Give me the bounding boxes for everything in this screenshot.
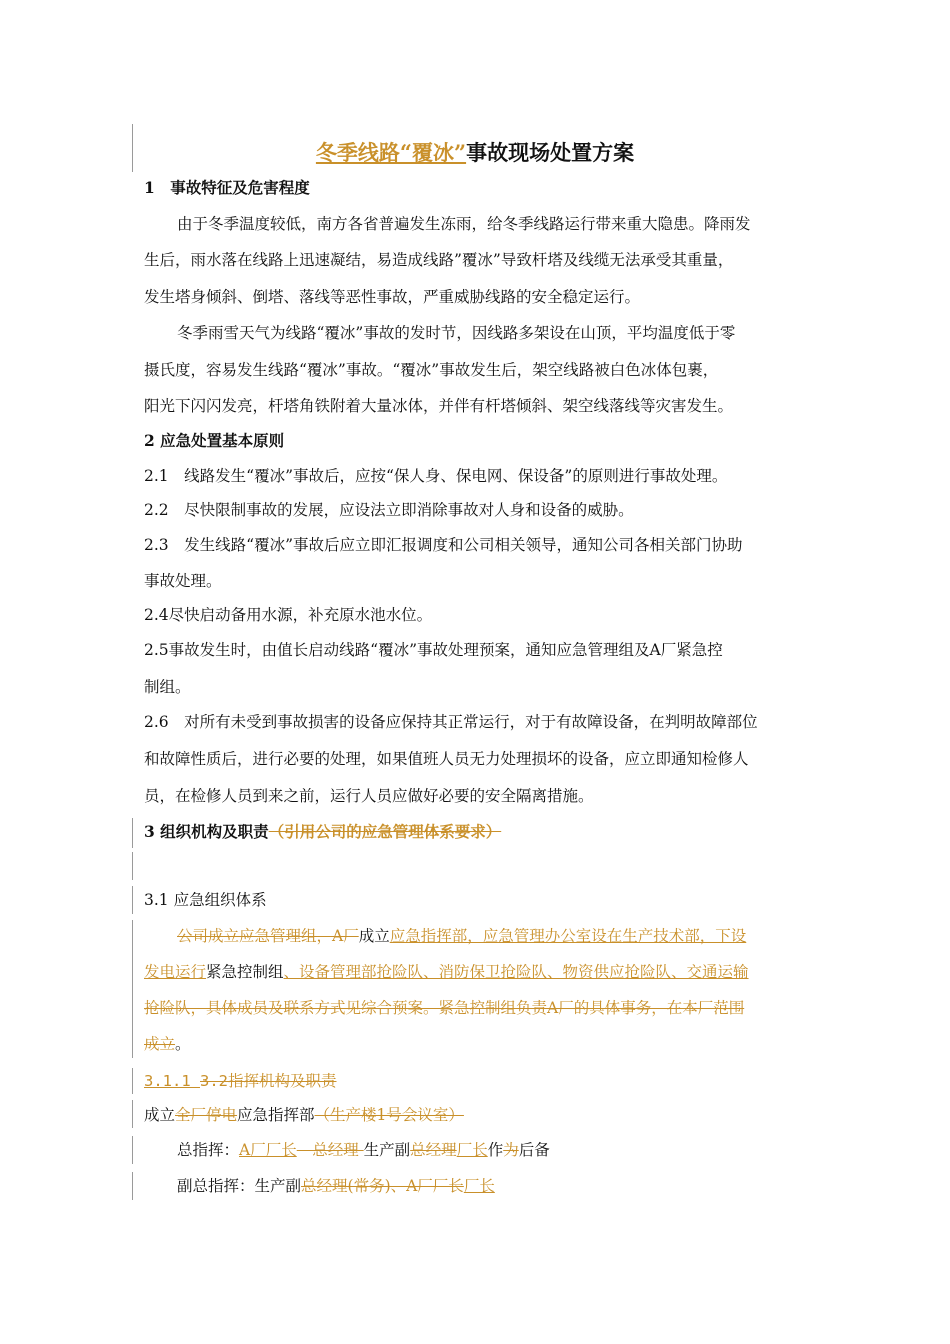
deleted-text: 成立 [144, 1035, 176, 1053]
principle-line: 和故障性质后，进行必要的处理，如果值班人员无力处理损坏的设备，应立即通知检修人 [144, 750, 749, 768]
command-line [144, 1105, 810, 1125]
inserted-text: 、设备管理部抢险队、消防保卫抢险队、物资供应抢险队、交通运输 [283, 963, 749, 981]
principle-line: 2.3 发生线路“覆冰”事故后应立即汇报调度和公司相关领导，通知公司各相关部门协助 [144, 536, 743, 554]
section-2-heading: 2 应急处置基本原则 [144, 431, 285, 450]
paragraph-1-line: 由于冬季温度较低，南方各省普遍发生冻雨，给冬季线路运行带来重大隐患。降雨发 [177, 215, 751, 233]
change-bar [132, 1136, 133, 1164]
paragraph-1-line: 生后，雨水落在线路上迅速凝结，易造成线路”覆冰”导致杆塔及线缆无法承受其重量， [144, 251, 734, 269]
inserted-text: A厂厂长 [239, 1141, 297, 1159]
principle-line: 2.4尽快启动备用水源，补充原水池水位。 [144, 606, 433, 624]
org-paragraph-line [144, 998, 810, 1018]
principle-line: 2.5事故发生时，由值长启动线路“覆冰”事故处理预案，通知应急管理组及A厂紧急控 [144, 641, 723, 659]
paragraph-1-line: 发生塔身倾斜、倒塔、落线等恶性事故，严重威胁线路的安全稳定运行。 [144, 288, 641, 306]
deleted-text: 总经理 [410, 1141, 457, 1159]
inserted-text: 3.1.1 [144, 1072, 200, 1090]
chief-commander-line [177, 1140, 843, 1160]
paragraph-2-line: 摄氏度，容易发生线路“覆冰”事故。“覆冰”事故发生后，架空线路被白色冰体包裹， [144, 361, 719, 379]
section-3-1-1-heading [144, 1071, 810, 1091]
change-bar [132, 920, 133, 1058]
principle-line: 2.1 线路发生“覆冰”事故后，应按“保人身、保电网、保设备”的原则进行事故处理。 [144, 467, 728, 485]
plain-text: 副总指挥：生产副 [177, 1177, 302, 1195]
plain-text: 应急指挥部 [237, 1106, 315, 1124]
plain-text: 成立 [358, 927, 390, 945]
deleted-text: （引用公司的应急管理体系要求） [268, 822, 502, 841]
plain-text: 生产副 [363, 1141, 411, 1159]
plain-text: 紧急控制组 [206, 963, 284, 981]
title-highlight: 冬季线路“覆冰” [315, 140, 467, 165]
principle-line: 2.2 尽快限制事故的发展，应设法立即消除事故对人身和设备的威胁。 [144, 501, 634, 519]
section-3-title: 3 组织机构及职责 [144, 822, 269, 841]
title-rest: 事故现场处置方案 [466, 140, 635, 165]
inserted-text: 厂长 [463, 1177, 495, 1195]
plain-text: 后备 [518, 1141, 550, 1159]
plain-text: 作 [487, 1141, 504, 1159]
paragraph-2-line: 阳光下闪闪发亮，杆塔角铁附着大量冰体，并伴有杆塔倾斜、架空线落线等灾害发生。 [144, 397, 734, 415]
section-3-1-heading: 3.1 应急组织体系 [144, 891, 267, 909]
change-bar [132, 886, 133, 914]
paragraph-2-line: 冬季雨雪天气为线路“覆冰”事故的发时节，因线路多架设在山顶，平均温度低于零 [177, 324, 736, 342]
deleted-text: 总经理 [296, 1141, 364, 1159]
plain-text: 成立 [144, 1106, 176, 1124]
change-bar [132, 1172, 133, 1200]
deleted-text: 公司成立应急管理组，A厂 [177, 927, 359, 945]
org-paragraph-line [177, 926, 843, 946]
inserted-text: 应急指挥部，应急管理办公室设在生产技术部，下设 [389, 927, 747, 945]
section-1-heading: 1 事故特征及危害程度 [144, 178, 310, 197]
vice-commander-line [177, 1176, 843, 1196]
deleted-text: 为 [503, 1141, 519, 1159]
plain-text: 。 [175, 1035, 191, 1053]
principle-line: 2.6 对所有未受到事故损害的设备应保持其正常运行，对于有故障设备，在判明故障部位 [144, 713, 758, 731]
org-paragraph-line [144, 1034, 810, 1054]
change-bar [132, 1100, 133, 1128]
principle-line: 制组。 [144, 678, 191, 696]
deleted-text: 抢险队，具体成员及联系方式见综合预案。紧急控制组负责A厂的具体事务，在本厂范围 [144, 999, 745, 1017]
plain-text: 总指挥： [177, 1141, 240, 1159]
deleted-text: 3.2指挥机构及职责 [200, 1072, 337, 1090]
change-bar [132, 818, 133, 848]
inserted-text: 发电运行 [144, 963, 207, 981]
change-bar [132, 852, 133, 880]
deleted-text: 全厂停电 [175, 1106, 238, 1124]
page-title [0, 140, 950, 166]
inserted-text: 厂长 [456, 1141, 488, 1159]
principle-line: 员，在检修人员到来之前，运行人员应做好必要的安全隔离措施。 [144, 787, 594, 805]
change-bar [132, 1068, 133, 1094]
principle-line: 事故处理。 [144, 572, 222, 590]
deleted-text: 总经理(常务)、A厂厂长 [301, 1177, 464, 1195]
section-3-heading [144, 822, 810, 842]
deleted-text: （生产楼1号会议室） [314, 1106, 464, 1124]
org-paragraph-line [144, 962, 810, 982]
